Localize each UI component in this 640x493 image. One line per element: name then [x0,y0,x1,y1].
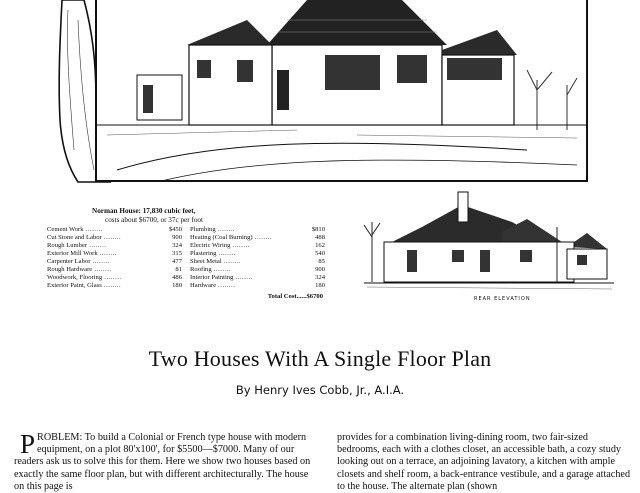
article-column-right [337,432,633,493]
total-cost: Total Cost......$6700 [267,293,323,301]
drop-cap: P [20,429,36,459]
spec-row: Hardware ..... 180 [190,282,325,290]
spec-row: Interior Painting ..... 324 [190,274,325,282]
spec-row: Carpenter Labor ..... 477 [47,258,182,266]
front-elevation-illustration [95,0,588,182]
spec-row: Rough Lumber ..... 324 [47,242,182,250]
spec-row: Exterior Paint, Glass ..... 180 [47,282,182,290]
article-column-left [14,429,320,493]
rear-elevation-illustration [362,187,618,305]
spec-row: Cement Work ..... $450 [47,226,182,234]
spec-row: Exterior Mill Work ..... 315 [47,250,182,258]
rear-elevation-label: REAR ELEVATION [474,296,531,302]
spec-row: Roofing ..... 900 [190,266,325,274]
cost-specifications [47,207,337,301]
spec-row: Sheet Metal ..... 85 [190,258,325,266]
spec-row: Electric Wiring ..... 162 [190,242,325,250]
specs-left-column [47,226,182,301]
spec-row: Plumbing ..... $810 [190,226,325,234]
spec-row: Woodwork, Flooring ..... 486 [47,274,182,282]
specs-heading-line2: costs about $6700, or 37c per foot [105,215,204,224]
spec-row: Rough Hardware ..... 81 [47,266,182,274]
specs-right-column [190,226,325,301]
article-title: Two Houses With A Single Floor Plan [148,346,492,371]
article-text-right: provides for a combination living-dining room, two fair-sized bedrooms, each with a clothes closet, an accessible bath, a cozy study looking out on a terrace, an adjoining lavatory, a kitchen with ample closets and shelf room, a back-entrance vestibule, and a garage attached to the house. The alternate plan (shown [337,432,631,492]
article-byline: By Henry Ives Cobb, Jr., A.I.A. [235,383,405,397]
spec-row: Heating (Coal Burning) ..... 488 [190,234,325,242]
spec-row: Cut Stone and Labor ..... 900 [47,234,182,242]
specs-heading-line1: Norman House: 17,830 cubic feet, [92,207,196,215]
spec-row: Plastering ..... 540 [190,250,325,258]
article-text-left: ROBLEM: To build a Colonial or French type house with modern equipment, on a plot 80'x100', for $5500—$7000. Many of our readers ask us to solve this for them. Here we show two houses based on exactly the same floor plan, but with different architecturally. The house on this page is [14,432,311,492]
